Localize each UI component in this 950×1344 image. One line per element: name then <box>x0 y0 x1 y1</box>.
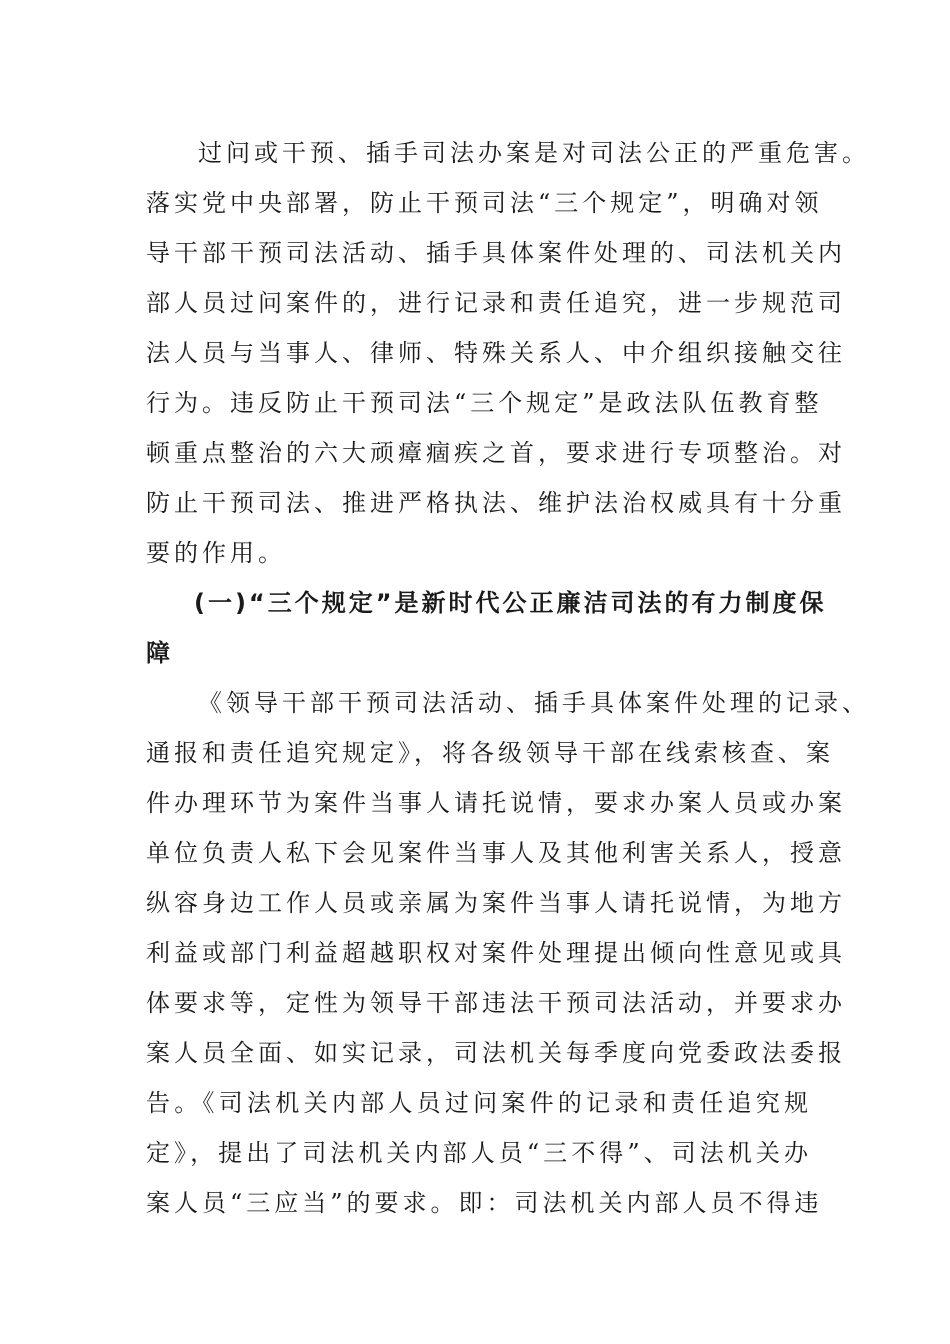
text-line: 顿重点整治的六大顽瘴痼疾之首，要求进行专项整治。对 <box>146 439 846 467</box>
text-line: 定》，提出了司法机关内部人员“三不得”、司法机关办 <box>146 1139 812 1167</box>
text-line: 案人员全面、如实记录，司法机关每季度向党委政法委报 <box>146 1039 846 1067</box>
text-line: 要的作用。 <box>146 539 286 567</box>
text-line: 行为。违反防止干预司法“三个规定”是政法队伍教育整 <box>146 389 823 417</box>
text-line: 法人员与当事人、律师、特殊关系人、中介组织接触交往 <box>146 339 846 367</box>
text-line: 防止干预司法、推进严格执法、维护法治权威具有十分重 <box>146 489 846 517</box>
document-body <box>146 128 870 1228</box>
text-line: 落实党中央部署，防止干预司法“三个规定”，明确对领 <box>146 189 823 217</box>
heading-line: (一)“三个规定”是新时代公正廉洁司法的有力制度保 <box>194 589 827 617</box>
paragraph-regulations <box>146 678 870 1228</box>
text-line: 部人员过问案件的，进行记录和责任追究，进一步规范司 <box>146 289 846 317</box>
text-line: 体要求等，定性为领导干部违法干预司法活动，并要求办 <box>146 989 846 1017</box>
text-line: 通报和责任追究规定》，将各级领导干部在线索核查、案 <box>146 739 834 767</box>
text-line: 案人员“三应当”的要求。即：司法机关内部人员不得违 <box>146 1189 823 1217</box>
text-line: 告。《司法机关内部人员过问案件的记录和责任追究规 <box>146 1089 812 1117</box>
heading-line: 障 <box>146 639 173 667</box>
paragraph-intro <box>146 128 870 578</box>
text-line: 导干部干预司法活动、插手具体案件处理的、司法机关内 <box>146 239 846 267</box>
text-line: 《领导干部干预司法活动、插手具体案件处理的记录、 <box>198 689 870 717</box>
section-heading <box>146 578 827 678</box>
text-line: 单位负责人私下会见案件当事人及其他利害关系人，授意 <box>146 839 846 867</box>
text-line: 纵容身边工作人员或亲属为案件当事人请托说情，为地方 <box>146 889 846 917</box>
text-line: 件办理环节为案件当事人请托说情，要求办案人员或办案 <box>146 789 846 817</box>
text-line: 利益或部门利益超越职权对案件处理提出倾向性意见或具 <box>146 939 846 967</box>
text-line: 过问或干预、插手司法办案是对司法公正的严重危害。 <box>198 139 870 167</box>
